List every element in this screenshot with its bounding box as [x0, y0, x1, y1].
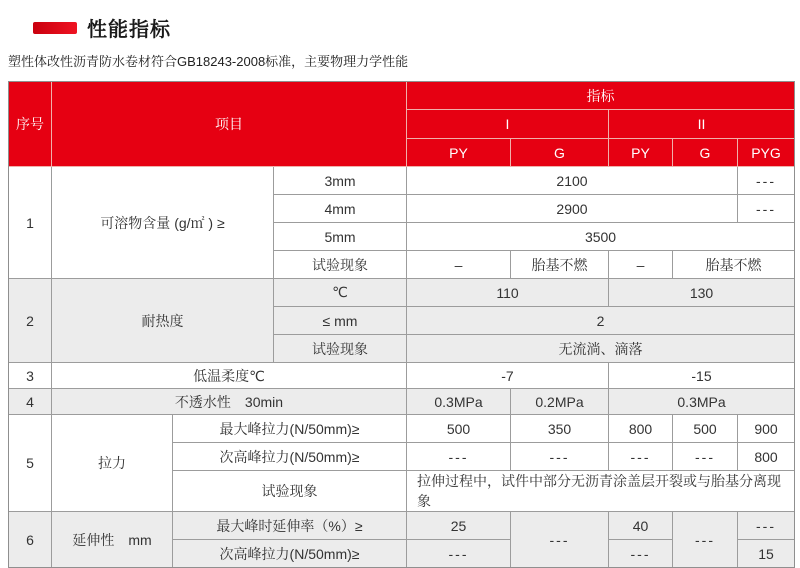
cell-no-6: 6 [9, 512, 52, 568]
header-no: 序号 [9, 82, 52, 167]
cell-no-2: 2 [9, 279, 52, 363]
cell-r1-sub4-v3: – [609, 251, 673, 279]
cell-r2-sub3-label: 试验现象 [274, 335, 407, 363]
cell-r1-sub3-all: 3500 [407, 223, 795, 251]
cell-item-6: 延伸性 mm [52, 512, 173, 568]
cell-r2-sub1-v2: 130 [609, 279, 795, 307]
cell-r6-sub1-label: 最大峰时延伸率（%）≥ [173, 512, 407, 540]
table-row [9, 363, 795, 389]
cell-r1-sub4-label: 试验现象 [274, 251, 407, 279]
cell-r2-sub1-v1: 110 [407, 279, 609, 307]
cell-r3-v2: -15 [609, 363, 795, 389]
cell-r4-v3: 0.3MPa [609, 389, 795, 415]
table-row [9, 512, 795, 540]
cell-r6-py1-r2: --- [407, 540, 511, 568]
table-row [9, 415, 795, 443]
cell-r5-sub1-v5: 900 [738, 415, 795, 443]
standard-description: 塑性体改性沥青防水卷材符合GB18243-2008标准，主要物理力学性能 [8, 54, 409, 69]
header-item: 项目 [52, 82, 407, 167]
cell-r6-g2-span: --- [673, 512, 738, 568]
cell-r5-sub2-v4: --- [673, 443, 738, 471]
cell-r4-v2: 0.2MPa [511, 389, 609, 415]
cell-item-5: 拉力 [52, 415, 173, 512]
cell-no-4: 4 [9, 389, 52, 415]
cell-r1-sub1-main: 2100 [407, 167, 738, 195]
cell-r4-v1: 0.3MPa [407, 389, 511, 415]
cell-item-3: 低温柔度℃ [52, 363, 407, 389]
cell-r6-g1-span: --- [511, 512, 609, 568]
cell-r6-py1-r1: 25 [407, 512, 511, 540]
header-group-2: II [609, 110, 795, 139]
cell-r5-sub3-all: 拉伸过程中，试件中部分无沥青涂盖层开裂或与胎基分离现象 [407, 471, 795, 512]
header-type-pyg: PYG [738, 139, 795, 167]
cell-r5-sub2-v1: --- [407, 443, 511, 471]
cell-r5-sub1-v1: 500 [407, 415, 511, 443]
header-index: 指标 [407, 82, 795, 110]
red-bar-icon [33, 22, 77, 34]
header-type-g1: G [511, 139, 609, 167]
cell-r1-sub2-label: 4mm [274, 195, 407, 223]
cell-r1-sub1-label: 3mm [274, 167, 407, 195]
cell-r5-sub1-v4: 500 [673, 415, 738, 443]
cell-r6-pyg-r2: 15 [738, 540, 795, 568]
cell-r3-v1: -7 [407, 363, 609, 389]
header-group-1: I [407, 110, 609, 139]
cell-no-1: 1 [9, 167, 52, 279]
cell-item-4: 不透水性 30min [52, 389, 407, 415]
cell-r1-sub2-main: 2900 [407, 195, 738, 223]
cell-r5-sub2-v3: --- [609, 443, 673, 471]
cell-r5-sub3-label: 试验现象 [173, 471, 407, 512]
page-title: 性能指标 [87, 19, 171, 41]
cell-r1-sub1-pyg: --- [738, 167, 795, 195]
cell-r1-sub3-label: 5mm [274, 223, 407, 251]
cell-r6-py2-r1: 40 [609, 512, 673, 540]
cell-r5-sub1-v2: 350 [511, 415, 609, 443]
cell-r6-pyg-r1: --- [738, 512, 795, 540]
cell-item-1: 可溶物含量 (g/㎡ ) ≥ [52, 167, 274, 279]
header-type-py1: PY [407, 139, 511, 167]
cell-r6-py2-r2: --- [609, 540, 673, 568]
cell-r5-sub2-v2: --- [511, 443, 609, 471]
cell-r1-sub2-pyg: --- [738, 195, 795, 223]
performance-indicator-table [8, 81, 795, 568]
cell-r5-sub1-label: 最大峰拉力(N/50mm)≥ [173, 415, 407, 443]
cell-r2-sub2-label: ≤ mm [274, 307, 407, 335]
table-row [9, 389, 795, 415]
cell-r2-sub3-all: 无流淌、滴落 [407, 335, 795, 363]
cell-no-5: 5 [9, 415, 52, 512]
table-row [9, 167, 795, 195]
cell-r1-sub4-v2: 胎基不燃 [511, 251, 609, 279]
cell-no-3: 3 [9, 363, 52, 389]
table-row [9, 279, 795, 307]
cell-r1-sub4-v4: 胎基不燃 [673, 251, 795, 279]
cell-r5-sub2-label: 次高峰拉力(N/50mm)≥ [173, 443, 407, 471]
header-type-g2: G [673, 139, 738, 167]
cell-r5-sub1-v3: 800 [609, 415, 673, 443]
cell-r5-sub2-v5: 800 [738, 443, 795, 471]
section-header [0, 0, 800, 42]
cell-r2-sub1-label: ℃ [274, 279, 407, 307]
cell-r2-sub2-all: 2 [407, 307, 795, 335]
cell-r6-sub2-label: 次高峰拉力(N/50mm)≥ [173, 540, 407, 568]
cell-r1-sub4-v1: – [407, 251, 511, 279]
cell-item-2: 耐热度 [52, 279, 274, 363]
header-row-1 [9, 82, 795, 110]
header-type-py2: PY [609, 139, 673, 167]
